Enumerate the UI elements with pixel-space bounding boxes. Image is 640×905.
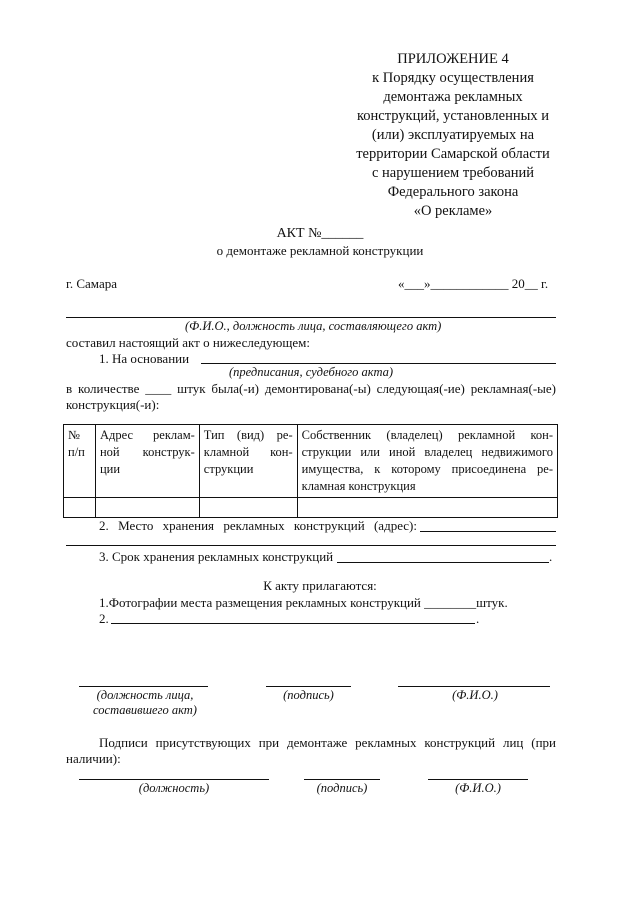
signature-line [266, 686, 351, 687]
appendix-line: (или) эксплуатируемых на [371, 127, 535, 143]
header-text: ции [99, 462, 121, 476]
header-text: Собственник (владелец) рекламной кон- [301, 428, 553, 442]
item1-line [201, 363, 556, 364]
act-title: АКТ №______ [276, 226, 364, 241]
position-caption-line: (должность лица, [96, 688, 194, 702]
witness-name-caption: (Ф.И.О.) [455, 781, 501, 795]
attached-item-2-line [111, 623, 475, 624]
header-text: № [68, 428, 80, 442]
position-caption [79, 688, 211, 718]
signature-caption: (подпись) [283, 688, 334, 702]
item2-line-2 [66, 545, 556, 546]
author-line [66, 317, 556, 318]
position-signature-line [79, 686, 208, 687]
table-cell[interactable] [95, 498, 199, 518]
constructions-table [63, 424, 558, 518]
item1-caption: (предписания, судебного акта) [229, 365, 394, 379]
witness-name-line [428, 779, 528, 780]
item2-line [420, 531, 556, 532]
attached-item-1: 1.Фотографии места размещения рекламных конструкций ________штук. [99, 595, 508, 610]
table-cell[interactable] [297, 498, 557, 518]
witness-signature-caption: (подпись) [316, 781, 368, 795]
quantity-line [66, 381, 556, 397]
item3-end: . [549, 549, 553, 564]
header-type [199, 425, 297, 498]
appendix-line: «О рекламе» [413, 203, 493, 219]
place: г. Самара [66, 276, 117, 291]
name-signature-line [398, 686, 550, 687]
witness-position-caption: (должность) [138, 781, 210, 795]
quantity-line-2: конструкция(-и): [66, 397, 160, 412]
appendix-line: конструкций, установленных и [356, 108, 550, 124]
header-text: Адрес реклам- [99, 428, 195, 442]
header-text: кламной кон- [203, 445, 293, 459]
item3-line [337, 562, 549, 563]
appendix-line: с нарушением требований [371, 165, 535, 181]
header-text: струкции или иной владелец недвижимого [301, 445, 553, 459]
compiled-line: составил настоящий акт о нижеследующем: [66, 335, 310, 350]
item3-label: 3. Срок хранения рекламных конструкций [99, 549, 334, 564]
attached-item-2: 2. [99, 611, 109, 626]
table-cell[interactable] [199, 498, 297, 518]
header-text: струкции [203, 462, 254, 476]
appendix-line: к Порядку осуществления [372, 70, 534, 86]
witness-text: Подписи присутствующих при демонтаже рекламных конструкций лиц (при [99, 735, 556, 750]
appendix-header [340, 50, 566, 221]
attached-item-2-end: . [476, 611, 480, 626]
witness-line [99, 735, 556, 751]
item2-label [99, 518, 417, 534]
item2-text: 2. Место хранения рекламных конструкций (адрес): [99, 518, 417, 533]
header-text: имущества, к которому присоединена ре- [301, 462, 553, 476]
attached-title: К акту прилагаются: [263, 578, 377, 593]
appendix-line: Федерального закона [387, 184, 519, 200]
witness-position-line [79, 779, 269, 780]
header-address [95, 425, 199, 498]
appendix-title: ПРИЛОЖЕНИЕ 4 [397, 51, 509, 67]
appendix-line: территории Самарской области [356, 146, 550, 162]
quantity-text: в количестве ____ штук была(-и) демонтирована(-ы) следующая(-ие) рекламная(-ые) [66, 381, 556, 396]
appendix-line: демонтажа рекламных [383, 89, 523, 105]
item1-label: 1. На основании [99, 351, 190, 366]
header-number [64, 425, 96, 498]
table-row [64, 498, 558, 518]
witness-signature-line [304, 779, 380, 780]
header-text: Тип (вид) ре- [203, 428, 293, 442]
header-text: ной конструк- [99, 445, 195, 459]
header-text: кламная конструкция [301, 479, 416, 493]
author-caption: (Ф.И.О., должность лица, составляющего акт) [185, 319, 442, 333]
header-text: п/п [68, 445, 85, 459]
header-owner [297, 425, 557, 498]
witness-line-2: наличии): [66, 751, 121, 766]
position-caption-line: составившего акт) [93, 703, 197, 717]
name-caption: (Ф.И.О.) [452, 688, 498, 702]
table-header-row [64, 425, 558, 498]
date-field: «___»____________ 20__ г. [398, 276, 549, 291]
table-cell[interactable] [64, 498, 96, 518]
act-subtitle: о демонтаже рекламной конструкции [216, 243, 424, 258]
